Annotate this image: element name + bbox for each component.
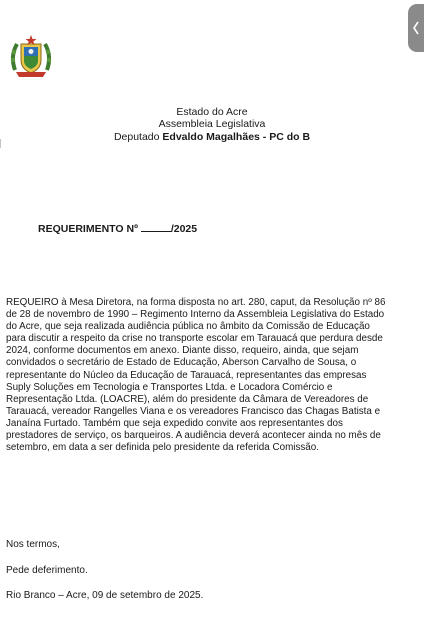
number-blank: [141, 222, 171, 232]
chevron-icon: [411, 20, 421, 36]
body-line: Suply Soluções em Tecnologia e Transportes Ltda. e Locadora Comércio e: [6, 381, 333, 393]
body-line: convidados o secretário de Estado de Educação, Aberson Carvalho de Sousa, o: [6, 357, 357, 369]
deputy-prefix: Deputado: [113, 131, 163, 143]
document-title: [38, 222, 197, 235]
side-panel-tab[interactable]: [408, 4, 424, 52]
body-line: REQUEIRO à Mesa Diretora, na forma disposta no art. 280, caput, da Resolução nº 86: [6, 297, 386, 308]
body-line: Tarauacá, vereador Rangelles Viana e os vereadores Francisco das Chagas Batista e: [6, 405, 381, 417]
body-line: 2024, conforme documentos em anexo. Diante disso, requeiro, ainda, que sejam: [6, 345, 359, 357]
body-line: de 28 de novembro de 1990 – Regimento Interno da Assembleia Legislativa do Estado: [6, 309, 385, 321]
header-assembly: Assembleia Legislativa: [158, 118, 266, 130]
body-line: representante do Núcleo da Educação de Tarauacá, representantes das empresas: [6, 369, 367, 381]
closing-request: Pede deferimento.: [6, 565, 88, 576]
title-suffix: /2025: [170, 223, 198, 235]
closing-place-date: Rio Branco – Acre, 09 de setembro de 2025.: [6, 590, 204, 601]
body-line: setembro, em data a ser definida pelo presidente da referida Comissão.: [6, 442, 319, 454]
title-prefix: REQUERIMENTO Nº: [38, 223, 141, 235]
body-line: prestadores de serviço, os barqueiros. A audiência deverá acontecer ainda no mês de: [6, 430, 381, 442]
body-line: do Acre, que seja realizada audiência pública no âmbito da Comissão de Educação: [6, 321, 370, 333]
deputy-name: Edvaldo Magalhães - PC do B: [162, 131, 311, 143]
header-deputy: [0, 131, 424, 143]
header-state: Estado do Acre: [176, 106, 248, 118]
request-body: [6, 297, 416, 454]
body-line: para discutir a respeito da crise no transporte escolar em Tarauacá que perdura desde: [6, 333, 383, 345]
acre-coat-of-arms-icon: [7, 32, 55, 80]
body-line: Representação Ltda. (LOACRE), além do presidente da Câmara de Vereadores de: [6, 393, 369, 405]
body-line: Janaína Furtado. Também que seja expedido convite aos representantes dos: [6, 417, 343, 429]
closing-terms: Nos termos,: [6, 539, 60, 550]
